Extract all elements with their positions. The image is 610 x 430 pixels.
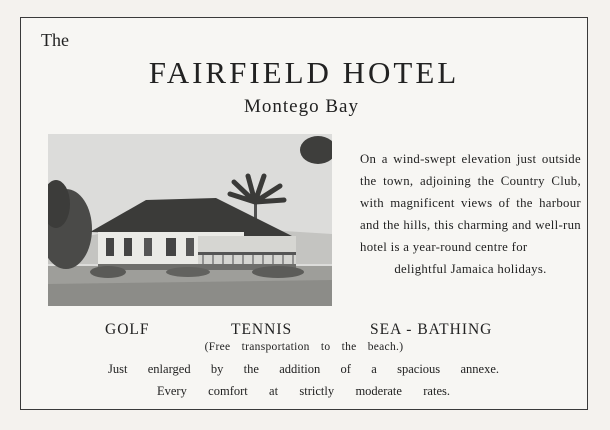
rates-line: Every comfort at strictly moderate rates. xyxy=(157,384,450,398)
advertisement xyxy=(20,17,588,410)
amenities-row xyxy=(105,321,505,343)
transport-note: (Free transportation to the beach.) xyxy=(204,341,404,353)
description-closing: delightful Jamaica holidays. xyxy=(394,262,547,276)
title-prefix: The xyxy=(41,30,69,50)
description-text: On a wind-swept elevation just outside the town, adjoining the Country Club, with magnificent views of the harbour and the hills, this charming and well-run hotel is a year-round centre for xyxy=(360,152,581,254)
hotel-photo xyxy=(48,134,332,306)
amenity-sea-bathing: SEA - BATHING xyxy=(370,321,493,338)
hotel-description xyxy=(360,148,581,280)
amenity-tennis: TENNIS xyxy=(231,321,293,338)
amenity-golf: GOLF xyxy=(105,321,150,338)
location-subtitle: Montego Bay xyxy=(244,96,359,117)
hotel-illustration xyxy=(48,134,332,306)
hotel-title: FAIRFIELD HOTEL xyxy=(148,55,460,90)
annexe-line: Just enlarged by the addition of a spacious annexe. xyxy=(108,362,499,376)
